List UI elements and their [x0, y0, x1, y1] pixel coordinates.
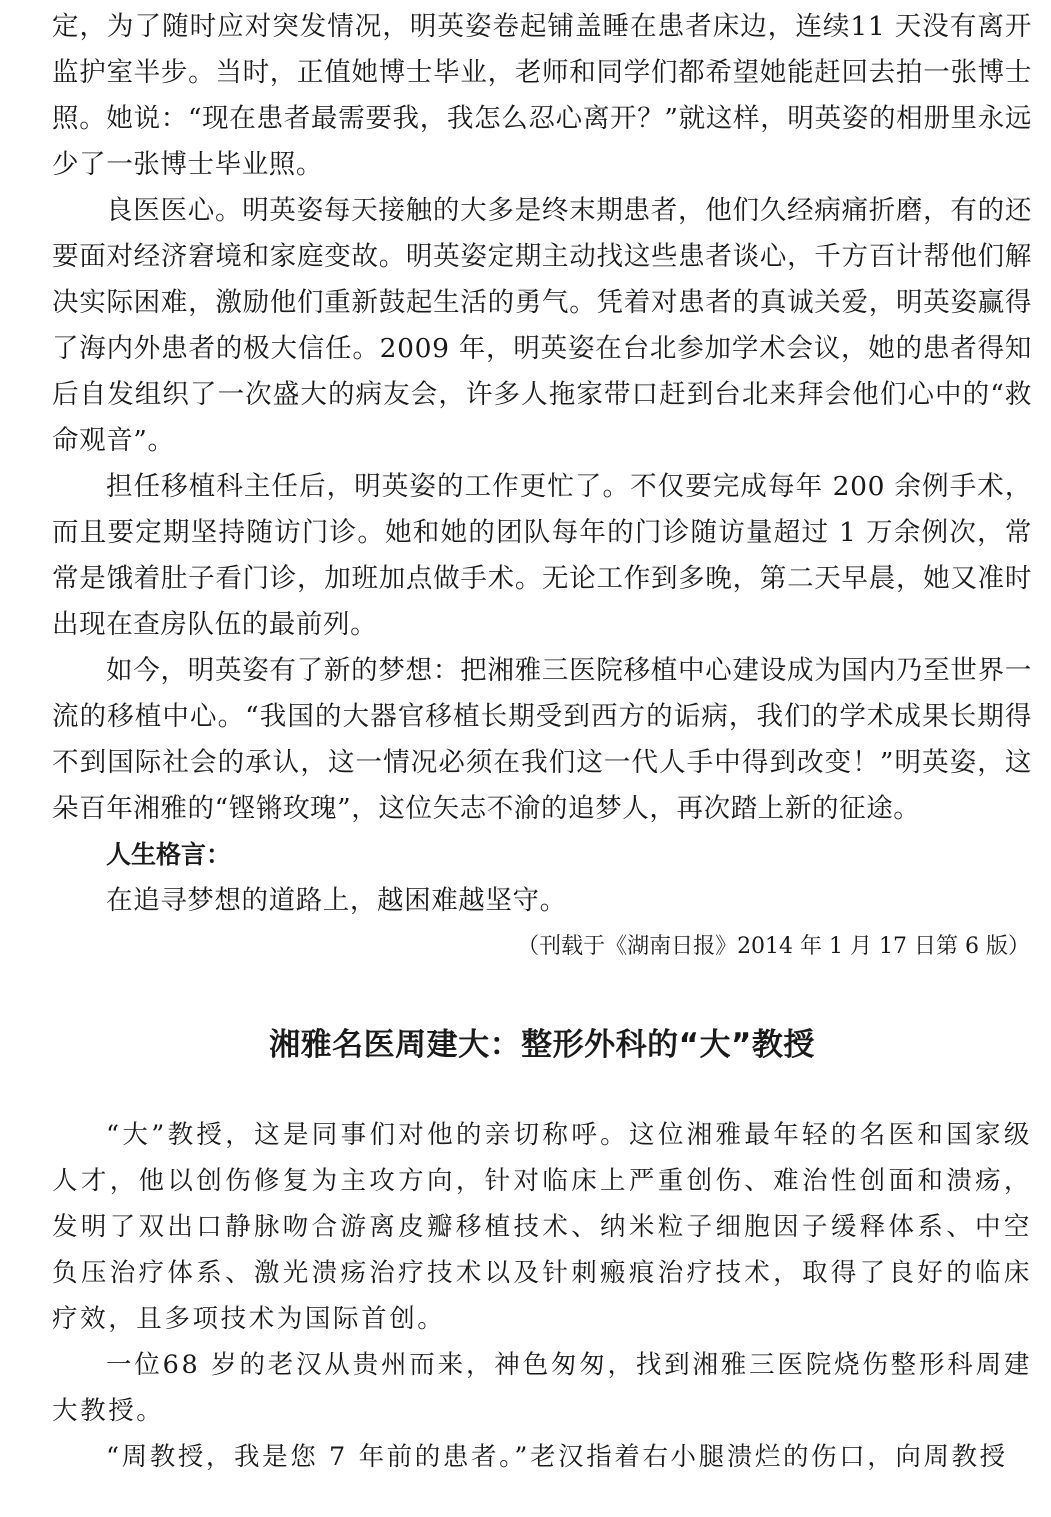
paragraph-continued: 定，为了随时应对突发情况，明英姿卷起铺盖睡在患者床边，连续11 天没有离开监护室半步。当时，正值她博士毕业，老师和同学们都希望她能赶回去拍一张博士照。她说：“现在患者最需要我，我怎么忍心离开？”就这样，明英姿的相册里永远少了一张博士毕业照。: [52, 11, 1032, 180]
paragraph: 如今，明英姿有了新的梦想：把湘雅三医院移植中心建设成为国内乃至世界一流的移植中心。“我国的大器官移植长期受到西方的诟病，我们的学术成果长期得不到国际社会的承认，这一情况必须在我们这一代人手中得到改变！”明英姿，这朵百年湘雅的“铿锵玫瑰”，这位矢志不渝的追梦人，再次踏上新的征途。: [52, 655, 1032, 824]
paragraph: “大”教授，这是同事们对他的亲切称呼。这位湘雅最年轻的名医和国家级人才，他以创伤修复为主攻方向，针对临床上严重创伤、难治性创面和溃疡，发明了双出口静脉吻合游离皮瓣移植技术、纳米粒子细胞因子缓释体系、中空负压治疗体系、激光溃疡治疗技术以及针刺瘢痕治疗技术，取得了良好的临床疗效，且多项技术为国际首创。: [52, 1120, 1032, 1334]
article-title: 湘雅名医周建大：整形外科的“大”教授: [269, 1027, 815, 1063]
paragraph: “周教授，我是您 7 年前的患者。”老汉指着右小腿溃烂的伤口，向周教授: [106, 1442, 1008, 1472]
paragraph: 良医医心。明英姿每天接触的大多是终末期患者，他们久经病痛折磨，有的还要面对经济窘境和家庭变故。明英姿定期主动找这些患者谈心，千方百计帮他们解决实际困难，激励他们重新鼓起生活的勇气。凭着对患者的真诚关爱，明英姿赢得了海内外患者的极大信任。2009 年，明英姿在台北参加学术会议，她的患者得知后自发组织了一次盛大的病友会，许多人拖家带口赶到台北来拜会他们心中的“救命观音”。: [52, 195, 1032, 456]
paragraph: 担任移植科主任后，明英姿的工作更忙了。不仅要完成每年 200 余例手术，而且要定期坚持随访门诊。她和她的团队每年的门诊随访量超过 1 万余例次，常常是饿着肚子看门诊，加班加点做手术。无论工作到多晚，第二天早晨，她又准时出现在查房队伍的最前列。: [52, 471, 1032, 640]
paragraph: 一位68 岁的老汉从贵州而来，神色匆匆，找到湘雅三医院烧伤整形科周建大教授。: [52, 1350, 1032, 1426]
motto-label: 人生格言：: [106, 840, 232, 869]
motto-text: 在追寻梦想的道路上，越困难越坚守。: [106, 885, 567, 916]
source-citation: （刊载于《湖南日报》2014 年 1 月 17 日第 6 版）: [517, 934, 1030, 959]
document-page: [52, 4, 1032, 1480]
